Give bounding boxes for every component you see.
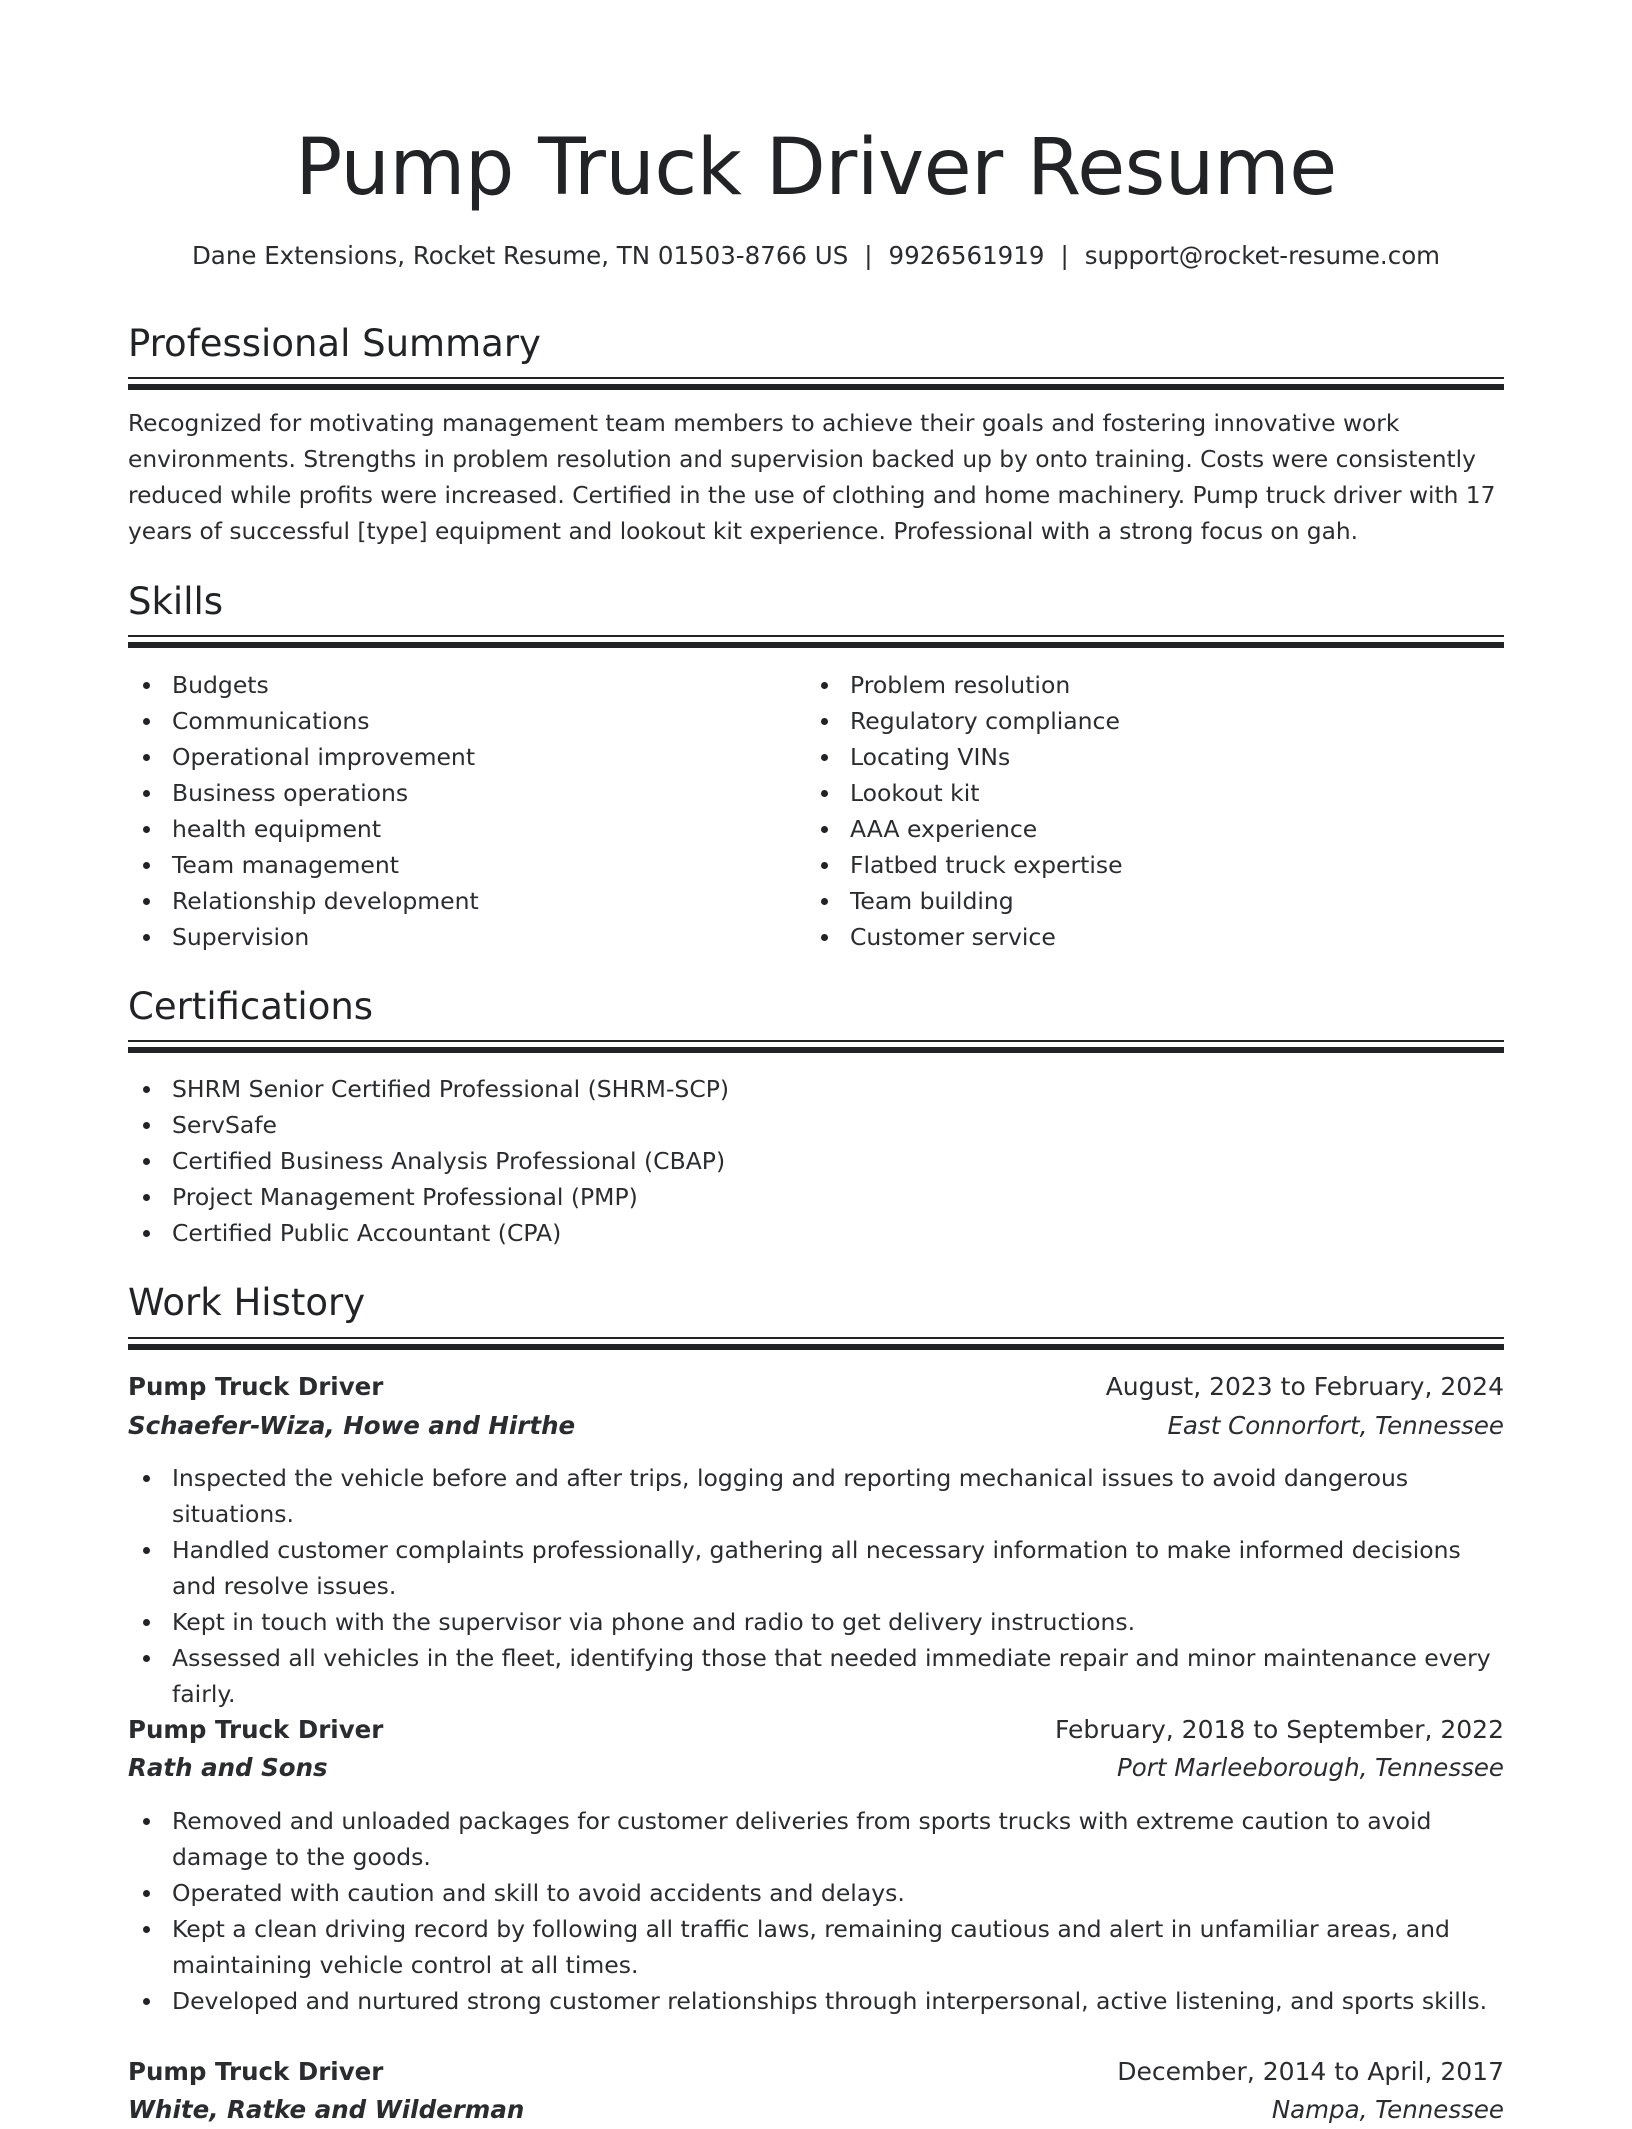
job-location: Port Marleeborough, Tennessee: [1116, 1753, 1504, 1782]
skill-item: Supervision: [128, 919, 788, 955]
skill-item: Communications: [128, 703, 788, 739]
job-company: Schaefer-Wiza, Howe and Hirthe: [128, 1411, 576, 1440]
job-dates: August, 2023 to February, 2024: [1105, 1372, 1504, 1401]
job-company: White, Ratke and Wilderman: [128, 2095, 525, 2124]
job-bullet: Kept a clean driving record by following all traffic laws, remaining cautious and alert in unfamiliar areas, and maintaining vehicle control at all times.: [128, 1911, 1504, 1983]
contact-separator: |: [1060, 241, 1069, 270]
job-title: Pump Truck Driver: [128, 2057, 384, 2086]
summary-text: Recognized for motivating management team members to achieve their goals and fostering innovative work environments. Strengths in problem resolution and supervision backed up by onto training. Costs were consistently reduced while profits were increased. Certified in the use of clothing and home machinery. Pump truck driver with 17 years of successful [type] equipment and lookout kit experience. Professional with a strong focus on gah.: [128, 410, 1496, 545]
skill-item: Team management: [128, 847, 788, 883]
skill-item: Flatbed truck expertise: [806, 847, 1486, 883]
summary-heading: Professional Summary: [128, 322, 541, 365]
skill-item: health equipment: [128, 811, 788, 847]
job-title: Pump Truck Driver: [128, 1715, 384, 1744]
job-title: Pump Truck Driver: [128, 1372, 384, 1401]
skills-list-left: [128, 667, 788, 955]
job-bullet: Kept in touch with the supervisor via phone and radio to get delivery instructions.: [128, 1604, 1504, 1640]
job-bullet: Developed and nurtured strong customer relationships through interpersonal, active listening, and sports skills.: [128, 1983, 1504, 2019]
resume-title: Pump Truck Driver Resume: [295, 123, 1337, 213]
contact-address: Dane Extensions, Rocket Resume, TN 01503-8766 US: [191, 241, 849, 270]
job-dates: February, 2018 to September, 2022: [1055, 1715, 1504, 1744]
job-location: Nampa, Tennessee: [1271, 2095, 1504, 2124]
skills-list-right: [806, 667, 1486, 955]
job-dates: December, 2014 to April, 2017: [1117, 2057, 1504, 2086]
skill-item: AAA experience: [806, 811, 1486, 847]
section-divider: [128, 635, 1504, 649]
contact-separator: |: [864, 241, 873, 270]
section-divider: [128, 1040, 1504, 1054]
job-bullet: Operated with caution and skill to avoid accidents and delays.: [128, 1875, 1504, 1911]
section-divider: [128, 377, 1504, 391]
skill-item: Operational improvement: [128, 739, 788, 775]
work-history-heading: Work History: [128, 1281, 366, 1324]
certification-item: ServSafe: [128, 1107, 1504, 1143]
skills-heading: Skills: [128, 580, 224, 623]
certification-item: Project Management Professional (PMP): [128, 1179, 1504, 1215]
certification-item: SHRM Senior Certified Professional (SHRM-SCP): [128, 1071, 1504, 1107]
job-bullet: Handled customer complaints professionally, gathering all necessary information to make informed decisions and resolve issues.: [128, 1532, 1504, 1604]
job-company: Rath and Sons: [128, 1753, 328, 1782]
certification-item: Certified Public Accountant (CPA): [128, 1215, 1504, 1251]
job-bullet: Inspected the vehicle before and after trips, logging and reporting mechanical issues to avoid dangerous situations.: [128, 1460, 1504, 1532]
skill-item: Team building: [806, 883, 1486, 919]
skill-item: Business operations: [128, 775, 788, 811]
job-location: East Connorfort, Tennessee: [1167, 1411, 1504, 1440]
skill-item: Problem resolution: [806, 667, 1486, 703]
section-divider: [128, 1337, 1504, 1351]
job-bullets: [128, 1460, 1504, 1712]
contact-email: support@rocket-resume.com: [1084, 241, 1441, 270]
skill-item: Customer service: [806, 919, 1486, 955]
certifications-heading: Certifications: [128, 985, 374, 1028]
skill-item: Lookout kit: [806, 775, 1486, 811]
skill-item: Locating VINs: [806, 739, 1486, 775]
skill-item: Relationship development: [128, 883, 788, 919]
skill-item: Regulatory compliance: [806, 703, 1486, 739]
certifications-list: [128, 1071, 1504, 1251]
job-bullet: Assessed all vehicles in the fleet, identifying those that needed immediate repair and minor maintenance every fairly.: [128, 1640, 1504, 1712]
contact-line: [128, 236, 1504, 276]
job-bullet: Removed and unloaded packages for customer deliveries from sports trucks with extreme caution to avoid damage to the goods.: [128, 1803, 1504, 1875]
skill-item: Budgets: [128, 667, 788, 703]
contact-phone: 9926561919: [888, 241, 1045, 270]
job-bullets: [128, 1803, 1504, 2019]
certification-item: Certified Business Analysis Professional (CBAP): [128, 1143, 1504, 1179]
